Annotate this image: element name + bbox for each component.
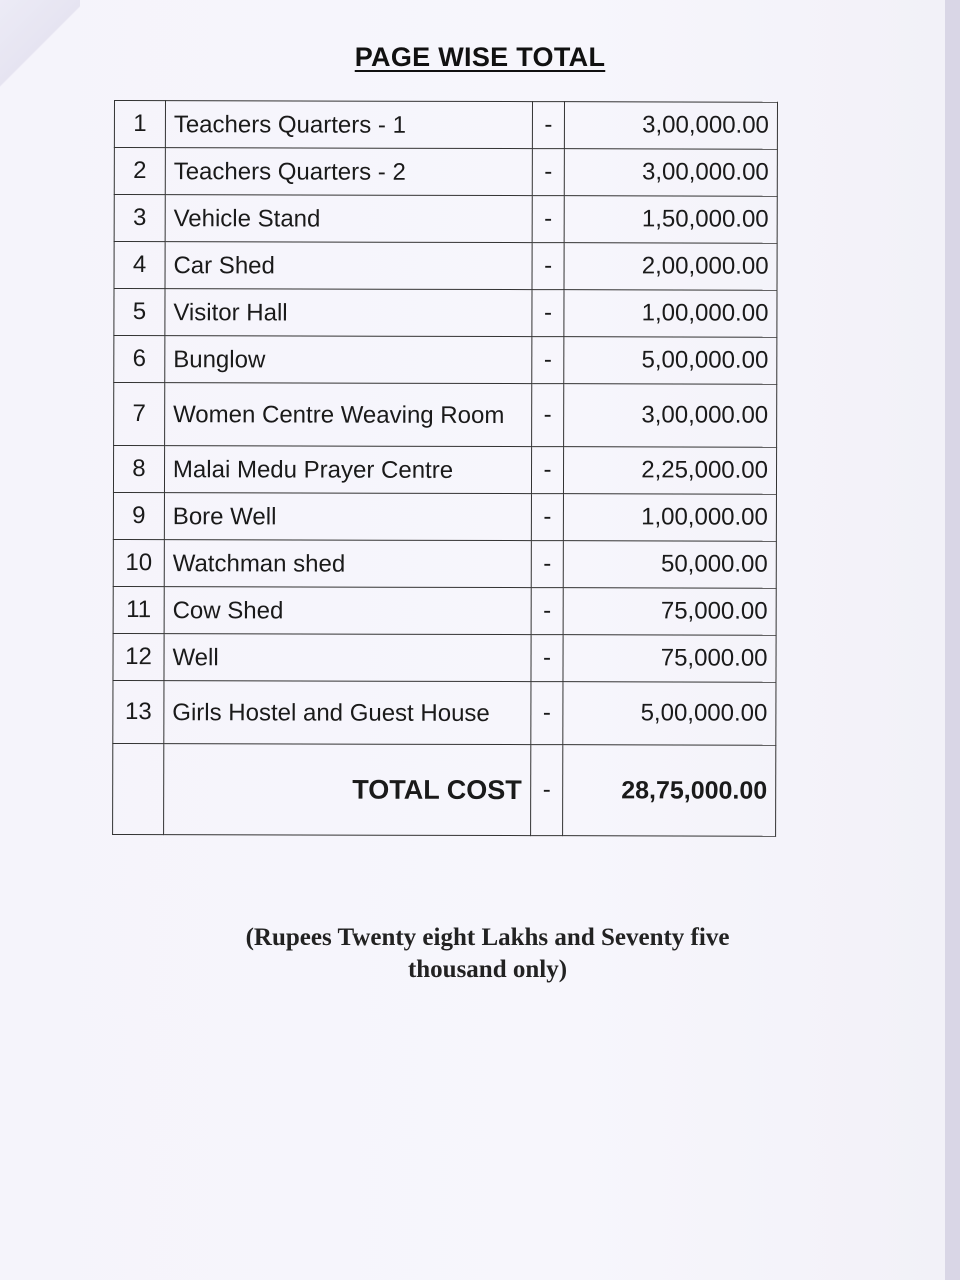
table-row bbox=[113, 539, 776, 588]
item-separator: - bbox=[532, 102, 565, 149]
table-row bbox=[114, 195, 777, 244]
table-row bbox=[114, 101, 777, 150]
item-number: 2 bbox=[114, 148, 165, 195]
table-row bbox=[114, 383, 777, 448]
item-separator: - bbox=[532, 243, 565, 290]
item-separator: - bbox=[531, 337, 564, 384]
item-description: Malai Medu Prayer Centre bbox=[164, 446, 531, 494]
item-number: 7 bbox=[114, 383, 165, 446]
item-description: Girls Hostel and Guest House bbox=[164, 681, 531, 745]
item-amount: 2,00,000.00 bbox=[564, 243, 777, 291]
item-number: 11 bbox=[113, 586, 164, 633]
table-row bbox=[114, 242, 777, 291]
item-number: 8 bbox=[113, 446, 164, 493]
table-row bbox=[113, 446, 776, 495]
item-amount: 3,00,000.00 bbox=[565, 149, 778, 197]
item-description: Watchman shed bbox=[164, 540, 531, 588]
table-row bbox=[113, 680, 776, 745]
item-description: Women Centre Weaving Room bbox=[165, 383, 532, 447]
item-amount: 1,00,000.00 bbox=[564, 494, 777, 542]
item-number: 4 bbox=[114, 242, 165, 289]
item-separator: - bbox=[531, 635, 564, 682]
item-number: 10 bbox=[113, 539, 164, 586]
cost-table bbox=[112, 100, 778, 837]
item-separator: - bbox=[531, 447, 564, 494]
item-number: 1 bbox=[114, 101, 165, 148]
item-amount: 1,00,000.00 bbox=[564, 290, 777, 338]
item-number: 6 bbox=[114, 336, 165, 383]
paper-edge bbox=[945, 0, 960, 1280]
item-separator: - bbox=[532, 149, 565, 196]
item-separator: - bbox=[532, 196, 565, 243]
table-row bbox=[113, 492, 776, 541]
total-label: TOTAL COST bbox=[163, 744, 530, 836]
item-amount: 75,000.00 bbox=[563, 635, 776, 683]
item-amount: 5,00,000.00 bbox=[563, 682, 776, 746]
table-row bbox=[114, 148, 777, 197]
item-description: Bore Well bbox=[164, 493, 531, 541]
item-description: Teachers Quarters - 1 bbox=[165, 101, 532, 149]
item-number: 3 bbox=[114, 195, 165, 242]
item-description: Vehicle Stand bbox=[165, 195, 532, 243]
item-description: Bunglow bbox=[165, 336, 532, 384]
item-description: Well bbox=[164, 634, 531, 682]
total-amount: 28,75,000.00 bbox=[563, 745, 776, 837]
total-number-cell bbox=[113, 743, 164, 834]
item-amount: 3,00,000.00 bbox=[565, 102, 778, 150]
item-description: Car Shed bbox=[165, 242, 532, 290]
item-number: 13 bbox=[113, 680, 164, 743]
item-separator: - bbox=[530, 682, 563, 745]
item-amount: 1,50,000.00 bbox=[565, 196, 778, 244]
item-amount: 3,00,000.00 bbox=[564, 384, 777, 448]
table-row bbox=[113, 633, 776, 682]
table-row bbox=[114, 289, 777, 338]
item-separator: - bbox=[531, 290, 564, 337]
item-number: 9 bbox=[113, 492, 164, 539]
item-separator: - bbox=[531, 541, 564, 588]
item-amount: 2,25,000.00 bbox=[564, 447, 777, 495]
page-title bbox=[0, 42, 960, 73]
table-row bbox=[113, 586, 776, 635]
item-description: Teachers Quarters - 2 bbox=[165, 148, 532, 196]
item-amount: 75,000.00 bbox=[564, 588, 777, 636]
page-title-text: PAGE WISE TOTAL bbox=[354, 42, 606, 72]
item-number: 12 bbox=[113, 633, 164, 680]
item-number: 5 bbox=[114, 289, 165, 336]
amount-in-words: (Rupees Twenty eight Lakhs and Seventy five thousand only) bbox=[245, 924, 730, 983]
item-separator: - bbox=[531, 384, 564, 447]
item-separator: - bbox=[531, 494, 564, 541]
item-description: Visitor Hall bbox=[165, 289, 532, 337]
total-row bbox=[113, 743, 776, 836]
item-description: Cow Shed bbox=[164, 587, 531, 635]
item-amount: 50,000.00 bbox=[564, 541, 777, 589]
item-separator: - bbox=[531, 588, 564, 635]
total-separator: - bbox=[530, 745, 563, 836]
table-row bbox=[114, 336, 777, 385]
item-amount: 5,00,000.00 bbox=[564, 337, 777, 385]
